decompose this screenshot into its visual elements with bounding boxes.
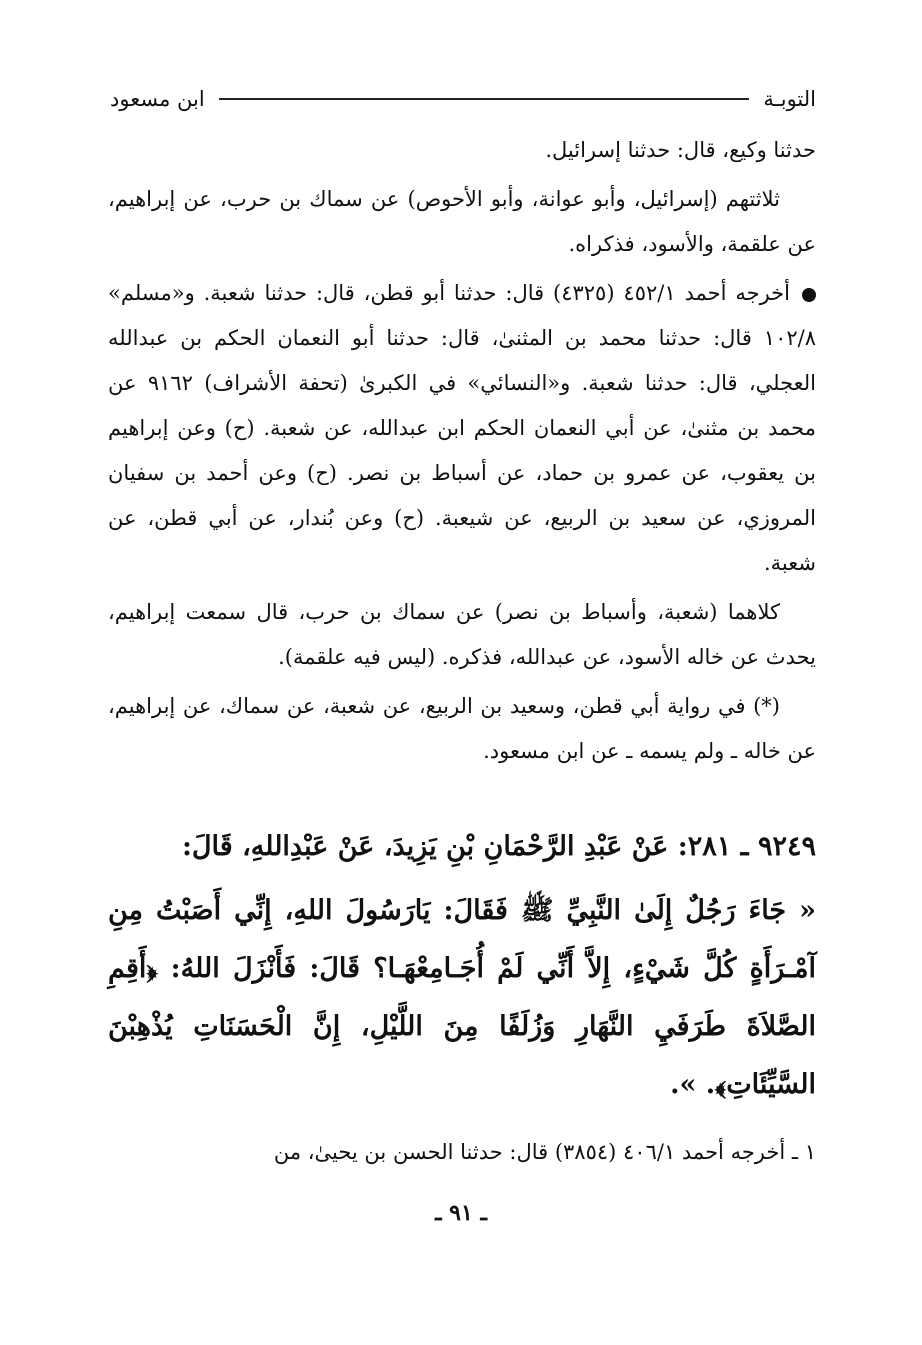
paragraph-note: (*) في رواية أبي قطن، وسعيد بن الربيع، عن شعبة، عن سماك، عن إبراهيم، عن خاله ـ ولم يسمه ـ عن ابن مسعود. — [108, 694, 816, 763]
header-chapter-title: التوبـة — [763, 87, 816, 111]
running-header — [110, 84, 816, 114]
header-section-title: ابن مسعود — [110, 87, 205, 111]
paragraph-narration: حدثنا وكيع، قال: حدثنا إسرائيل. — [545, 138, 816, 162]
paragraph-both-chains: كلاهما (شعبة، وأسباط بن نصر) عن سماك بن حرب، قال سمعت إبراهيم، يحدث عن خاله الأسود، عن عبدالله، فذكره. (ليس فيه علقمة). — [108, 600, 816, 669]
hadith-block — [108, 818, 816, 1120]
hadith-heading: ٩٢٤٩ ـ ٢٨١: عَنْ عَبْدِ الرَّحْمَانِ بْنِ يَزِيدَ، عَنْ عَبْدِاللهِ، قَالَ: — [181, 831, 816, 862]
header-rule — [219, 98, 750, 100]
main-text — [108, 128, 816, 778]
paragraph-chain-summary: ثلاثتهم (إسرائيل، وأبو عوانة، وأبو الأحوص) عن سماك بن حرب، عن إبراهيم، عن علقمة، والأسود، فذكراه. — [108, 187, 816, 256]
paragraph-takhrij — [108, 271, 816, 586]
bullet-icon — [802, 288, 816, 302]
paragraph-takhrij-text: أخرجه أحمد ٤٥٢/١ (٤٣٢٥) قال: حدثنا أبو قطن، قال: حدثنا شعبة. و«مسلم» ١٠٢/٨ قال: حدثنا محمد بن المثنىٰ، قال: حدثنا أبو النعمان الحكم بن عبدالله العجلي، قال: حدثنا شعبة. و«النسائي» في الكبرىٰ (تحفة الأشراف) ٩١٦٢ عن محمد بن مثنىٰ، عن أبي النعمان الحكم ابن عبدالله، عن شعبة. (ح) وعن إبراهيم بن يعقوب، عن عمرو بن حماد، عن أسباط بن نصر. (ح) وعن أحمد بن سفيان المروزي، عن سعيد بن الربيع، عن شيعبة. (ح) وعن بُندار، عن أبي قطن، عن شعبة. — [108, 281, 816, 575]
page-number: ـ ٩١ ـ — [435, 1200, 487, 1226]
footnote: ١ ـ أخرجه أحمد ٤٠٦/١ (٣٨٥٤) قال: حدثنا الحسن بن يحيىٰ، من — [273, 1140, 816, 1164]
hadith-text: « جَاءَ رَجُلٌ إِلَىٰ النَّبِيِّ ﷺ فَقَالَ: يَارَسُولَ اللهِ، إِنِّي أَصَبْتُ مِنِ آمْـرَأَةٍ كُلَّ شَيْءٍ، إِلاَّ أَنِّي لَمْ أُجَـامِعْهَـا؟ قَالَ: فَأَنْزَلَ اللهُ: ﴿أَقِمِ الصَّلاَةَ طَرَفَيِ النَّهَارِ وَزُلَفًا مِنَ اللَّيْلِ، إِنَّ الْحَسَنَاتِ يُذْهِبْنَ السَّيِّئَاتِ﴾. ». — [108, 895, 816, 1100]
